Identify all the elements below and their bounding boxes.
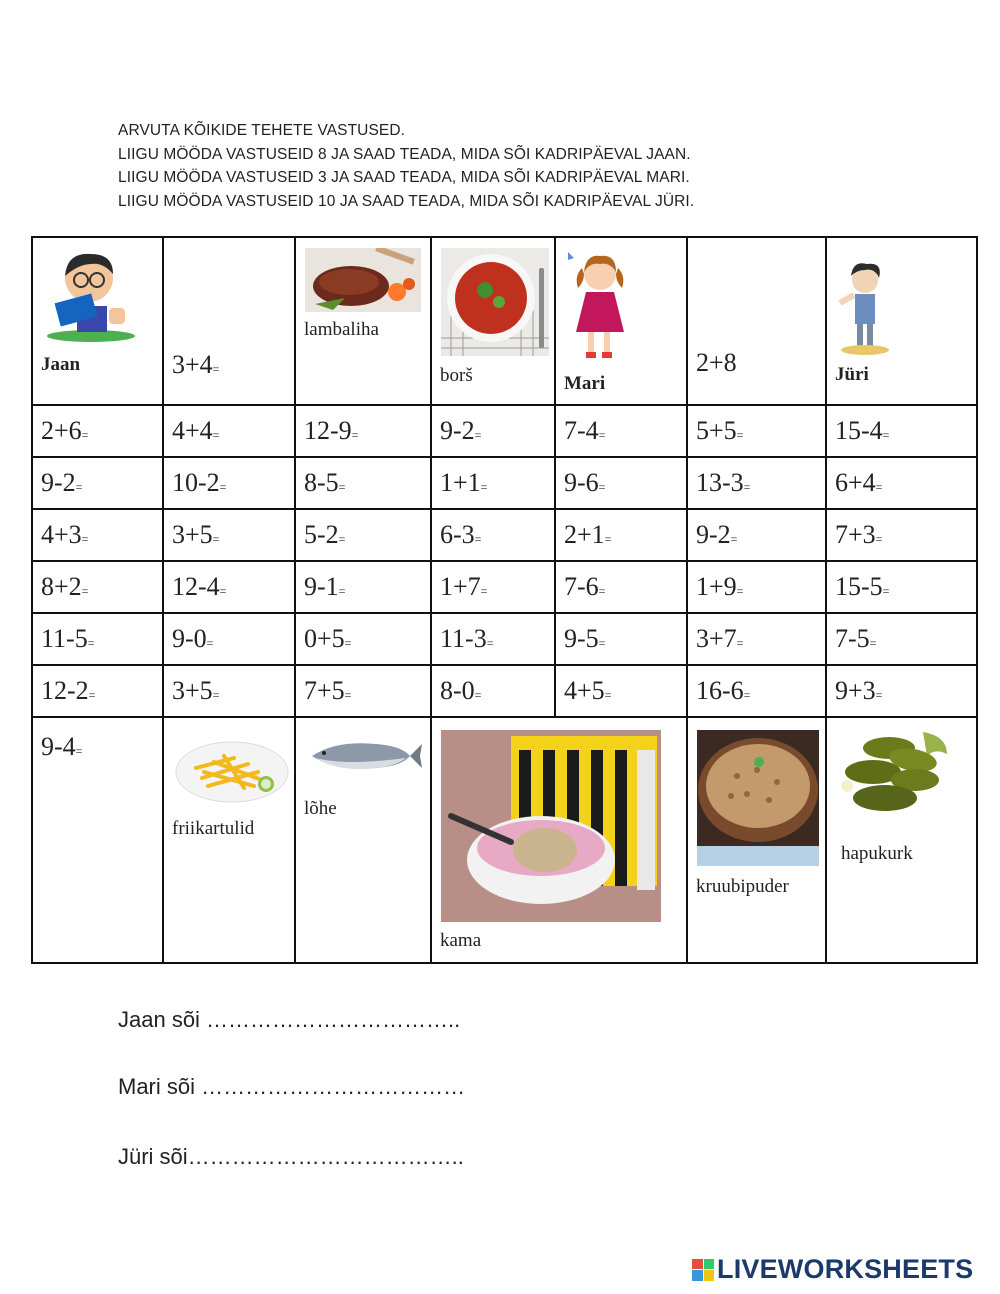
expression-cell (32, 509, 163, 561)
borscht-image (441, 248, 549, 356)
expression-text: 11-3 (440, 624, 487, 653)
equals-sign: = (474, 688, 482, 702)
food-label: kama (440, 930, 482, 951)
expression-cell (555, 613, 687, 665)
kama-image (441, 730, 661, 922)
equals-sign: = (81, 428, 89, 442)
expression-cell (826, 561, 977, 613)
expression-cell (826, 509, 977, 561)
equals-sign: = (480, 584, 488, 598)
equals-sign: = (875, 480, 883, 494)
equals-sign: = (598, 584, 606, 598)
expression-cell (555, 457, 687, 509)
expression-cell (163, 405, 295, 457)
expression-text: 10-2 (172, 468, 220, 497)
expression-text: 4+3 (41, 520, 82, 549)
cell-mari (555, 237, 687, 405)
table-row (32, 613, 977, 665)
equals-sign: = (875, 532, 883, 546)
equals-sign: = (736, 636, 744, 650)
expression-cell (295, 665, 431, 717)
name-mari: Mari (564, 373, 606, 394)
pickles-image (837, 730, 953, 820)
boy-image (835, 258, 891, 356)
food-label: borš (440, 365, 473, 386)
expression-cell (163, 457, 295, 509)
expression-text: 5-2 (304, 520, 339, 549)
logo-text: LIVEWORKSHEETS (717, 1254, 974, 1284)
equals-sign: = (219, 480, 227, 494)
equals-sign: = (338, 532, 346, 546)
expression-cell (32, 665, 163, 717)
equals-sign: = (598, 428, 606, 442)
expression-cell (555, 665, 687, 717)
logo-mark-icon (692, 1259, 714, 1281)
expression-text: 9-4 (41, 732, 76, 761)
equals-sign: = (598, 636, 606, 650)
expression-cell (295, 405, 431, 457)
equals-sign: = (474, 428, 482, 442)
expression-cell (687, 509, 826, 561)
expression-cell (431, 405, 555, 457)
cell-lambaliha (295, 237, 431, 405)
expression-text: 9-5 (564, 624, 599, 653)
equals-sign: = (598, 480, 606, 494)
expression-text: 13-3 (696, 468, 744, 497)
expression-cell (687, 613, 826, 665)
instruction-line: LIIGU MÖÖDA VASTUSEID 3 JA SAAD TEADA, MIDA SÕI KADRIPÄEVAL MARI. (118, 169, 690, 186)
equals-sign: = (736, 428, 744, 442)
cell-juri (826, 237, 977, 405)
equals-sign: = (875, 688, 883, 702)
lamb-meat-image (305, 248, 421, 312)
equals-sign: = (480, 480, 488, 494)
expression-text: 3+5 (172, 520, 213, 549)
cell-kruubipuder (687, 717, 826, 963)
expression-cell (826, 665, 977, 717)
equals-sign: = (736, 584, 744, 598)
answer-line-jaan: Jaan sõi …………………………….. (118, 1007, 461, 1032)
liveworksheets-logo (692, 1254, 973, 1285)
expression-text: 2+1 (564, 520, 605, 549)
equals-sign: = (882, 584, 890, 598)
expression-text: 11-5 (41, 624, 88, 653)
expression-text: 12-9 (304, 416, 352, 445)
expression-cell (687, 457, 826, 509)
food-label: lambaliha (304, 319, 379, 340)
equals-sign: = (730, 532, 738, 546)
expression-text: 4+4 (172, 416, 213, 445)
expression-text: 12-4 (172, 572, 220, 601)
food-label: lõhe (304, 798, 337, 819)
equals-sign: = (88, 688, 96, 702)
expression-cell (32, 613, 163, 665)
expression-text: 4+5 (564, 676, 605, 705)
equals-sign: = (206, 636, 214, 650)
boy-reading-image (43, 248, 138, 343)
cell-jaan (32, 237, 163, 405)
answer-line-juri: Jüri sõi……………………………….. (118, 1144, 464, 1169)
expression-text: 8-0 (440, 676, 475, 705)
answer-line-mari: Mari sõi ……………………………… (118, 1074, 466, 1099)
expression-text: 2+6 (41, 416, 82, 445)
name-juri: Jüri (835, 364, 869, 385)
table-row (32, 561, 977, 613)
expression-cell (687, 561, 826, 613)
expression-cell (687, 405, 826, 457)
equals-sign: = (81, 532, 89, 546)
expression-cell (295, 561, 431, 613)
expression-text: 1+9 (696, 572, 737, 601)
expression-cell (431, 509, 555, 561)
expression-text: 15-4 (835, 416, 883, 445)
expression-cell (295, 457, 431, 509)
expression-text: 0+5 (304, 624, 345, 653)
cell-bors (431, 237, 555, 405)
equals-sign: = (743, 480, 751, 494)
cell-hapukurk (826, 717, 977, 963)
expression-text: 16-6 (696, 676, 744, 705)
expression-text: 2+8 (696, 348, 737, 377)
equals-sign: = (869, 636, 877, 650)
equals-sign: = (212, 362, 220, 376)
equals-sign: = (212, 532, 220, 546)
expression-cell (295, 509, 431, 561)
expression-text: 3+7 (696, 624, 737, 653)
expression-cell (826, 613, 977, 665)
equals-sign: = (75, 744, 83, 758)
expression-cell (431, 613, 555, 665)
instruction-line: LIIGU MÖÖDA VASTUSEID 10 JA SAAD TEADA, MIDA SÕI KADRIPÄEVAL JÜRI. (118, 192, 695, 210)
expression-text: 9+3 (835, 676, 876, 705)
cell-friikartulid (163, 717, 295, 963)
cell-lohe (295, 717, 431, 963)
table-row (32, 405, 977, 457)
expression-cell (32, 717, 163, 963)
expression-text: 8+2 (41, 572, 82, 601)
expression-text: 12-2 (41, 676, 89, 705)
equals-sign: = (351, 428, 359, 442)
equals-sign: = (219, 584, 227, 598)
equals-sign: = (75, 480, 83, 494)
expression-text: 15-5 (835, 572, 883, 601)
expression-text: 9-2 (696, 520, 731, 549)
equals-sign: = (486, 636, 494, 650)
expression-text: 7-5 (835, 624, 870, 653)
equals-sign: = (344, 636, 352, 650)
expression-cell (431, 561, 555, 613)
expression-text: 6-3 (440, 520, 475, 549)
expression-cell (295, 613, 431, 665)
cell-kama (431, 717, 687, 963)
expression-text: 6+4 (835, 468, 876, 497)
expression-text: 7-4 (564, 416, 599, 445)
expression-cell (431, 665, 555, 717)
food-label: hapukurk (841, 843, 913, 864)
equals-sign: = (604, 688, 612, 702)
expression-cell (32, 457, 163, 509)
salmon-image (306, 736, 422, 776)
header-row (32, 237, 977, 405)
equals-sign: = (212, 688, 220, 702)
food-label: friikartulid (172, 818, 255, 839)
expression-cell (555, 561, 687, 613)
instruction-line: ARVUTA KÕIKIDE TEHETE VASTUSED. (118, 122, 406, 139)
expression-text: 9-2 (440, 416, 475, 445)
expression-cell (555, 405, 687, 457)
expression-text: 3+4 (172, 350, 213, 379)
cell-expr (163, 237, 295, 405)
instructions (118, 119, 694, 213)
expression-cell (163, 613, 295, 665)
expression-cell (32, 405, 163, 457)
maze-table (31, 236, 978, 964)
french-fries-image (174, 738, 290, 804)
cell-expr (687, 237, 826, 405)
table-row (32, 457, 977, 509)
expression-cell (163, 561, 295, 613)
equals-sign: = (344, 688, 352, 702)
expression-text: 1+7 (440, 572, 481, 601)
expression-cell (826, 457, 977, 509)
expression-cell (431, 457, 555, 509)
footer-row (32, 717, 977, 963)
equals-sign: = (338, 584, 346, 598)
instruction-line: LIIGU MÖÖDA VASTUSEID 8 JA SAAD TEADA, MIDA SÕI KADRIPÄEVAL JAAN. (118, 145, 691, 163)
expression-text: 9-0 (172, 624, 207, 653)
expression-cell (555, 509, 687, 561)
name-jaan: Jaan (41, 354, 81, 375)
table-row (32, 665, 977, 717)
expression-text: 3+5 (172, 676, 213, 705)
expression-text: 9-2 (41, 468, 76, 497)
expression-cell (687, 665, 826, 717)
expression-text: 7+3 (835, 520, 876, 549)
equals-sign: = (743, 688, 751, 702)
expression-cell (163, 665, 295, 717)
expression-text: 1+1 (440, 468, 481, 497)
equals-sign: = (212, 428, 220, 442)
equals-sign: = (604, 532, 612, 546)
food-label: kruubipuder (696, 876, 789, 897)
expression-text: 7+5 (304, 676, 345, 705)
equals-sign: = (474, 532, 482, 546)
table-row (32, 509, 977, 561)
girl-image (564, 246, 634, 366)
expression-cell (32, 561, 163, 613)
equals-sign: = (882, 428, 890, 442)
expression-text: 7-6 (564, 572, 599, 601)
equals-sign: = (87, 636, 95, 650)
equals-sign: = (81, 584, 89, 598)
expression-cell (826, 405, 977, 457)
expression-text: 9-1 (304, 572, 339, 601)
barley-porridge-image (697, 730, 819, 866)
expression-cell (163, 509, 295, 561)
equals-sign: = (338, 480, 346, 494)
expression-text: 8-5 (304, 468, 339, 497)
expression-text: 9-6 (564, 468, 599, 497)
expression-text: 5+5 (696, 416, 737, 445)
